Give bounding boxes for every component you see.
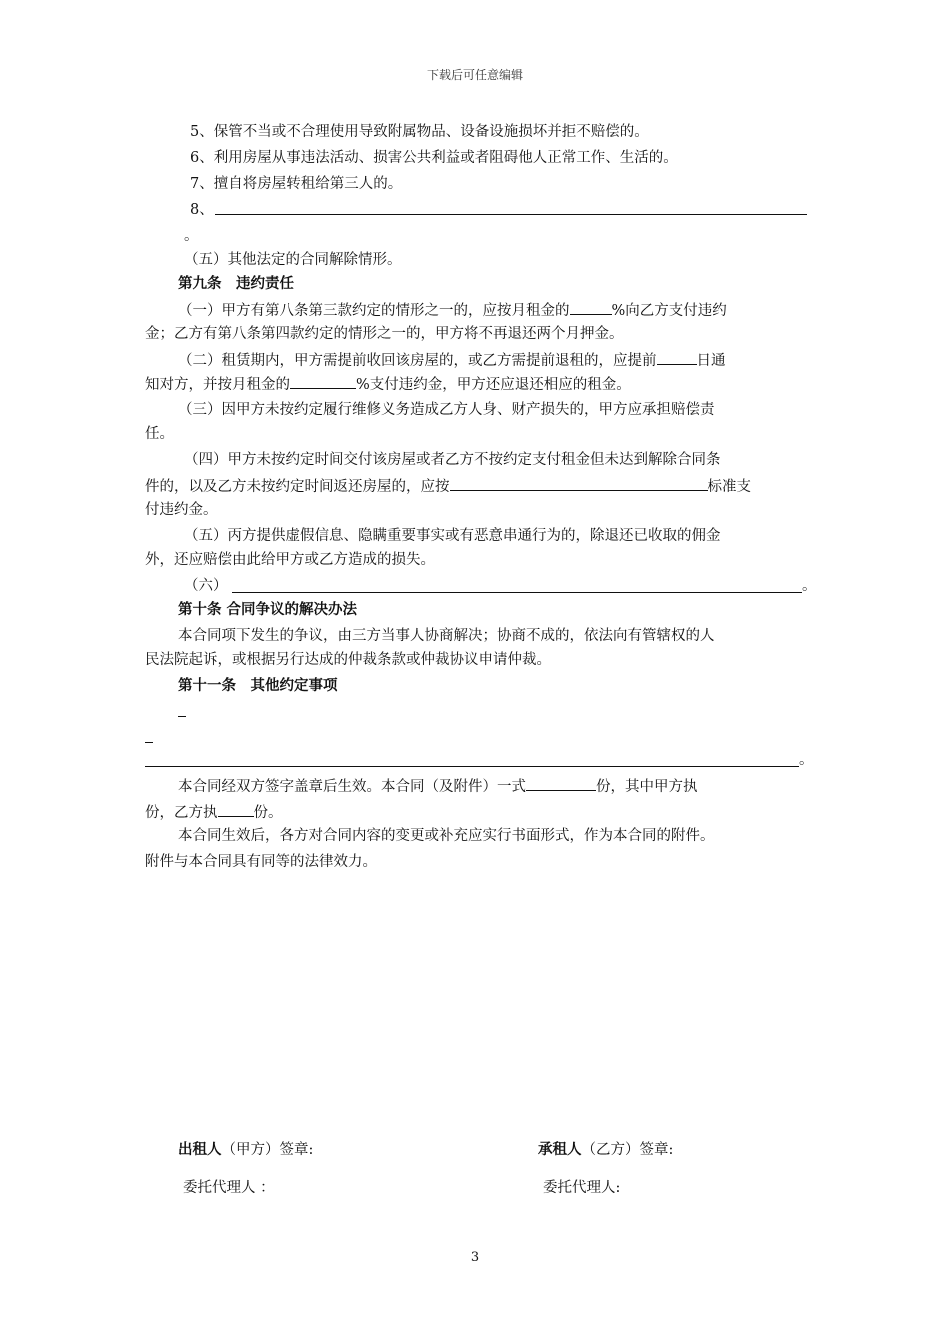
clause-item-8-label: 8、 [190, 202, 214, 218]
art9-p4-line3: 付违约金。 [145, 502, 218, 518]
blank-percent-1 [570, 300, 612, 315]
blank-dash-2 [145, 742, 153, 743]
art11-p2-line2: 附件与本合同具有同等的法律效力。 [145, 854, 377, 870]
art10-p1-line1: 本合同项下发生的争议，由三方当事人协商解决；协商不成的，依法向有管辖权的人 [178, 628, 715, 644]
clause-item-8-end: 。 [184, 228, 199, 244]
clause-item-6: 6、利用房屋从事违法活动、损害公共利益或者阻碍他人正常工作、生活的。 [190, 150, 678, 166]
art9-p2-line1: （二）租赁期内，甲方需提前收回该房屋的，或乙方需提前退租的，应提前 日通 [178, 350, 726, 371]
clause-other-termination: （五）其他法定的合同解除情形。 [184, 252, 402, 268]
blank-line-item-8 [215, 214, 807, 215]
blank-standard [450, 476, 708, 491]
clause-item-7: 7、擅自将房屋转租给第三人的。 [190, 176, 403, 192]
blank-copies-total [526, 776, 596, 791]
blank-percent-2 [290, 374, 356, 389]
art9-p3-line2: 任。 [145, 426, 174, 442]
page-number: 3 [470, 1250, 480, 1265]
art9-p6-label: （六） [184, 578, 228, 594]
lessor-signature: 出租人（甲方）签章: [178, 1141, 314, 1158]
page-header: 下载后可任意编辑 [426, 68, 523, 82]
art11-p2-line1: 本合同生效后，各方对合同内容的变更或补充应实行书面形式，作为本合同的附件。 [178, 828, 715, 844]
art9-p4-line1: （四）甲方未按约定时间交付该房屋或者乙方不按约定支付租金但未达到解除合同条 [184, 452, 721, 468]
article-9-title: 第九条 违约责任 [178, 275, 294, 292]
lessee-agent: 委托代理人: [543, 1180, 621, 1196]
art9-p1-line2: 金；乙方有第八条第四款约定的情形之一的，甲方将不再退还两个月押金。 [145, 326, 624, 342]
art9-p2-line2: 知对方，并按月租金的 %支付违约金，甲方还应退还相应的租金。 [145, 374, 631, 395]
art10-p1-line2: 民法院起诉，或根据另行达成的仲裁条款或仲裁协议申请仲裁。 [145, 652, 551, 668]
article-11-title: 第十一条 其他约定事项 [178, 677, 338, 694]
art11-p1-line2: 份，乙方执 份。 [145, 802, 283, 823]
article-10-title: 第十条 合同争议的解决办法 [178, 601, 358, 618]
blank-line-art11 [145, 766, 799, 767]
blank-line-art9-6 [232, 592, 802, 593]
clause-item-5: 5、保管不当或不合理使用导致附属物品、设备设施损坏并拒不赔偿的。 [190, 124, 649, 140]
art9-p5-line2: 外，还应赔偿由此给甲方或乙方造成的损失。 [145, 552, 435, 568]
lessor-agent: 委托代理人 ： [183, 1180, 275, 1196]
art11-p1-line1: 本合同经双方签字盖章后生效。本合同（及附件）一式 份，其中甲方执 [178, 776, 698, 797]
blank-days [657, 350, 697, 365]
art9-p6-end: 。 [802, 578, 817, 594]
art9-p3-line1: （三）因甲方未按约定履行维修义务造成乙方人身、财产损失的，甲方应承担赔偿责 [178, 402, 715, 418]
art9-p5-line1: （五）丙方提供虚假信息、隐瞒重要事实或有恶意串通行为的，除退还已收取的佣金 [184, 528, 721, 544]
blank-dash-1 [178, 716, 186, 717]
blank-copies-b [218, 802, 254, 817]
art9-p4-line2: 件的，以及乙方未按约定时间返还房屋的，应按 标准支 [145, 476, 751, 497]
art11-blank-end: 。 [799, 752, 814, 768]
art9-p1-line1: （一）甲方有第八条第三款约定的情形之一的，应按月租金的 %向乙方支付违约 [178, 300, 727, 321]
lessee-signature: 承租人（乙方）签章: [538, 1141, 674, 1158]
